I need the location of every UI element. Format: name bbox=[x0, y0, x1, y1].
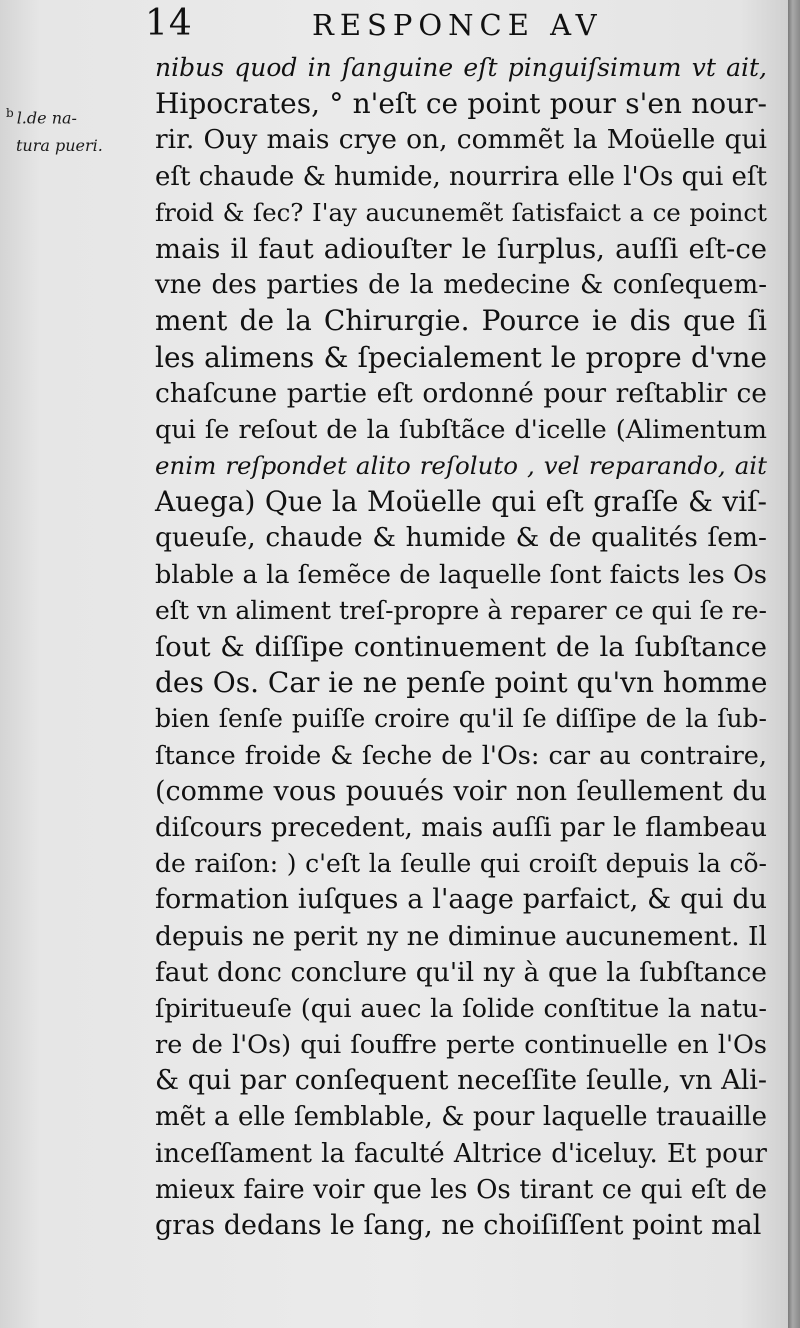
text-line: eſt vn aliment treſ-propre à reparer ce qui ſe re- bbox=[155, 595, 767, 625]
text-line: ſpiritueuſe (qui auec la ſolide conſtitue la natu- bbox=[155, 993, 767, 1024]
running-title: RESPONCE AV bbox=[312, 8, 603, 42]
text-line: blable a la ſemẽce de laquelle ſont faicts les Os bbox=[155, 559, 767, 590]
text-line: & qui par conſequent neceſſite ſeulle, vn Ali- bbox=[155, 1065, 767, 1097]
margin-note-line-2: tura pueri. bbox=[16, 136, 103, 155]
text-line: gras dedans le ſang, ne choiſiſſent point mal bbox=[155, 1210, 762, 1241]
text-line: Hipocrates, ° n'eſt ce point pour s'en nour- bbox=[155, 87, 767, 121]
text-line: froid & ſec? I'ay aucunemẽt ſatisfaict a ce poinct bbox=[155, 197, 767, 227]
body-text bbox=[155, 50, 767, 1244]
text-line: mieux faire voir que les Os tirant ce qui eſt de bbox=[155, 1174, 767, 1205]
text-line: (comme vous pouués voir non ſeullement du bbox=[155, 775, 767, 807]
page-number: 14 bbox=[145, 3, 193, 44]
text-line: enim reſpondet alito reſoluto , vel reparando, ait bbox=[155, 451, 767, 481]
text-line: ment de la Chirurgie. Pource ie dis que ſi bbox=[155, 304, 767, 338]
text-line: des Os. Car ie ne penſe point qu'vn homme bbox=[155, 666, 768, 700]
page-header bbox=[145, 2, 780, 46]
page-edge bbox=[788, 0, 800, 1328]
text-line: ſout & diſſipe continuement de la ſubſtance bbox=[155, 631, 767, 663]
text-line: chaſcune partie eſt ordonné pour reſtablir ce bbox=[155, 377, 767, 409]
text-line: re de l'Os) qui ſouffre perte continuelle en l'Os bbox=[155, 1030, 767, 1061]
text-line: de raiſon: ) c'eſt la ſeulle qui croiſt depuis la cõ- bbox=[155, 849, 767, 879]
text-line: qui ſe reſout de la ſubſtãce d'icelle (Alimentum bbox=[155, 414, 767, 445]
margin-note-line-1: l.de na- bbox=[16, 108, 77, 128]
text-line: eſt chaude & humide, nourrira elle l'Os qui eſt bbox=[155, 161, 767, 192]
text-line: nibus quod in ſanguine eſt pinguiſsimum vt ait, bbox=[155, 53, 767, 82]
text-line: ſtance froide & ſeche de l'Os: car au contraire, bbox=[155, 740, 767, 771]
margin-note-marker: b bbox=[6, 106, 14, 120]
text-line: diſcours precedent, mais auſſi par le flambeau bbox=[155, 812, 767, 843]
text-line: mais il faut adiouſter le ſurplus, auſſi eſt-ce bbox=[155, 232, 767, 265]
text-line: les alimens & ſpecialement le propre d'vne bbox=[155, 340, 767, 374]
text-line: bien ſenſe puiſſe croire qu'il ſe diſſipe de la ſub- bbox=[155, 704, 767, 734]
text-line: faut donc conclure qu'il ny à que la ſubſtance bbox=[155, 956, 767, 988]
text-line: rir. Ouy mais crye on, commẽt la Moüelle qui bbox=[155, 124, 767, 156]
margin-note bbox=[6, 104, 77, 127]
text-line: depuis ne perit ny ne diminue aucunement. Il bbox=[155, 920, 767, 952]
text-line: queuſe, chaude & humide & de qualités ſem- bbox=[155, 522, 767, 554]
text-line: inceſſament la faculté Altrice d'iceluy. Et pour bbox=[155, 1138, 767, 1169]
text-line: mẽt a elle ſemblable, & pour laquelle trauaille bbox=[155, 1102, 767, 1133]
text-line: Auega) Que la Moüelle qui eſt graſſe & viſ- bbox=[155, 485, 767, 519]
text-line: vne des parties de la medecine & conſequem- bbox=[155, 270, 767, 301]
text-line: formation iuſques a l'aage parfaict, & qui du bbox=[155, 884, 767, 916]
